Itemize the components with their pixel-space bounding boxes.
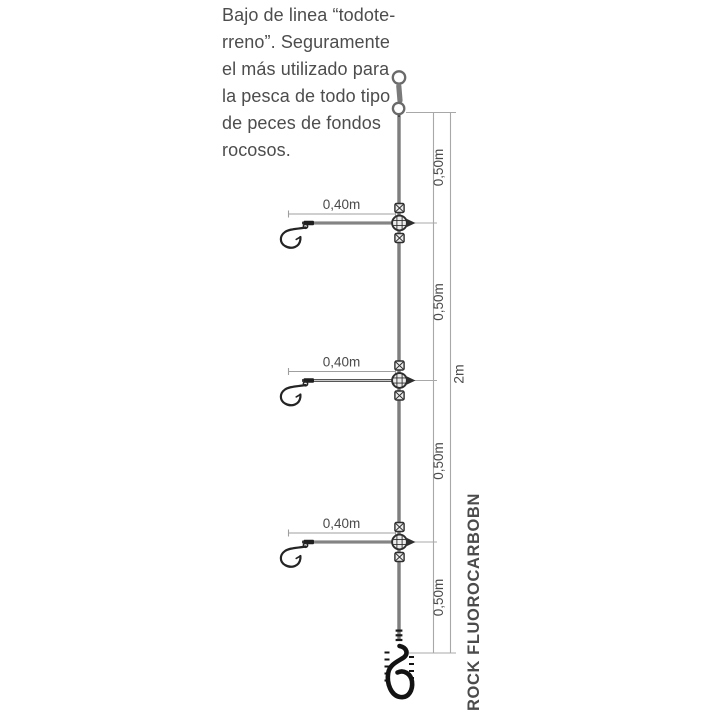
hook-icon [281, 224, 308, 248]
total-length-label: 2m [450, 364, 467, 384]
segment-length-label: 0,50m [431, 148, 446, 187]
hook-icon [281, 382, 308, 406]
measurement-bracket [406, 113, 456, 654]
dropper-length-label: 0,40m [322, 197, 361, 212]
description-line: Bajo de linea “todote- [222, 5, 396, 25]
dropper-1 [281, 197, 416, 248]
top-swivel-icon [393, 71, 405, 114]
three-way-swivel-icon [392, 361, 415, 400]
dropper-length-label: 0,40m [322, 354, 361, 370]
segment-length-label: 0,50m [431, 442, 446, 480]
segment-length-label: 0,50m [431, 283, 446, 321]
snap-clip-icon [385, 630, 415, 698]
description-line: de peces de fondos [222, 113, 381, 133]
hook-icon [281, 543, 308, 567]
dropper-3 [281, 516, 416, 567]
description-line: rocosos. [222, 140, 291, 160]
main-line-material-label: ROCK FLUOROCARBOBN [465, 493, 483, 711]
dropper-length-label: 0,40m [322, 516, 361, 531]
segment-length-label: 0,50m [431, 578, 446, 617]
three-way-swivel-icon [392, 204, 415, 243]
dropper-2 [281, 355, 416, 406]
three-way-swivel-icon [392, 523, 415, 562]
description-line: el más utilizado para [222, 59, 390, 79]
description-line: la pesca de todo tipo [222, 86, 391, 106]
description-line: rreno”. Seguramente [222, 32, 390, 52]
